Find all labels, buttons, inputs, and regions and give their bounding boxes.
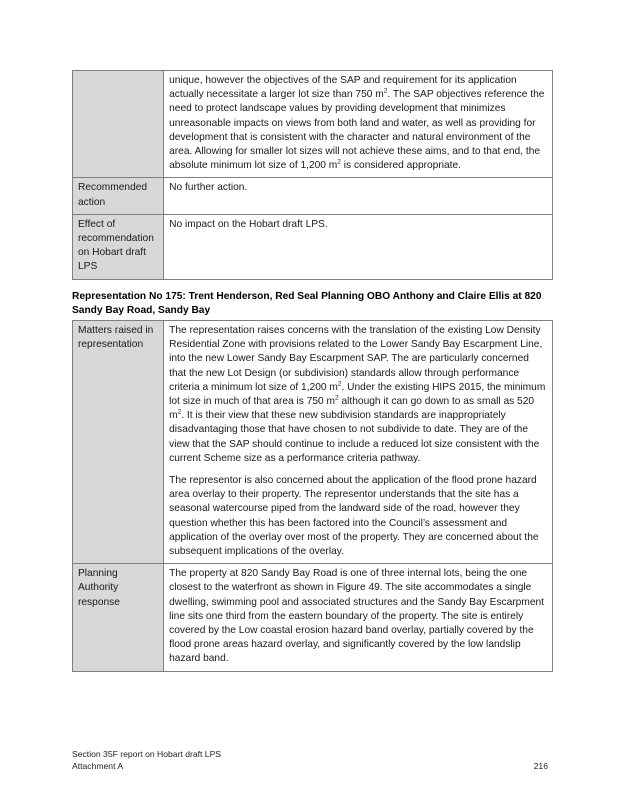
representation-heading: Representation No 175: Trent Henderson, Red Seal Planning OBO Anthony and Claire Ellis at 820 Sandy Bay Road, Sandy Bay: [72, 291, 542, 316]
representation-table: [72, 320, 553, 672]
paragraph: The representor is also concerned about the application of the flood prone hazard area overlay to their property. The representor understands that the site has a seasonal watercourse piped from the landward side of the road, however they question whether this has been factored into the Council’s assessment and application of the overlay over most of the property. They are concerned about the subsequent implications of the overlay.: [169, 475, 539, 558]
table-row: [73, 564, 553, 671]
row-value: No further action.: [164, 178, 553, 214]
row-label: Recommended action: [73, 178, 164, 214]
table-row: [73, 71, 553, 178]
row-label: Planning Authority response: [73, 564, 164, 671]
row-value: The property at 820 Sandy Bay Road is one of three internal lots, being the one closest to the waterfront as shown in Figure 49. The site accommodates a single dwelling, swimming pool and associated structures and the Sandy Bay Escarpment line sits one third from the eastern boundary of the property. The site is entirely covered by the Low coastal erosion hazard band overlay, partially covered by the flood prone areas hazard overlay, and significantly covered by the low landslip hazard band.: [164, 564, 553, 671]
row-value: No impact on the Hobart draft LPS.: [164, 214, 553, 279]
paragraph: The representation raises concerns with the translation of the existing Low Density Residential Zone with provisions related to the Lower Sandy Bay Escarpment Line, into the new Lower Sandy Bay Escarpment SAP. The are particularly concerned that the new Lot Design (or subdivision) standards allow through performance criteria a minimum lot size of 1,200 $m^2$. Under the existing HIPS 2015, the minimum lot size in much of that area is 750 $m^2$ although it can go down to as small as 520 $m^2$. It is their view that these new subdivision standards are inappropriately disadvantaging those that have chosen to not subdivide to date. They are of the view that the SAP should continue to include a reduced lot size consistent with the current Scheme size as a performance criteria pathway.: [169, 325, 546, 464]
footer-attachment: Attachment A: [72, 760, 124, 771]
footer-report-title: Section 35F report on Hobart draft LPS: [72, 749, 222, 759]
continued-table: [72, 70, 553, 280]
row-label: [73, 71, 164, 178]
row-label: Effect of recommendation on Hobart draft LPS: [73, 214, 164, 279]
page-footer: [72, 749, 548, 772]
row-value: unique, however the objectives of the SAP and requirement for its application actually necessitate a larger lot size than 750 $m^2$. The SAP objectives reference the need to protect landscape values by providing development that minimizes unreasonable impacts on views from both land and water, as well as providing for development that is consistent with the character and natural environment of the area. Allowing for smaller lot sizes will not achieve these aims, and to that end, the absolute minimum lot size of 1,200 $m^2$ is considered appropriate.: [164, 71, 553, 178]
row-value: [164, 321, 553, 564]
table-row: [73, 321, 553, 564]
table-row: [73, 178, 553, 214]
table-row: [73, 214, 553, 279]
row-label: Matters raised in representation: [73, 321, 164, 564]
page-number: 216: [533, 760, 548, 771]
